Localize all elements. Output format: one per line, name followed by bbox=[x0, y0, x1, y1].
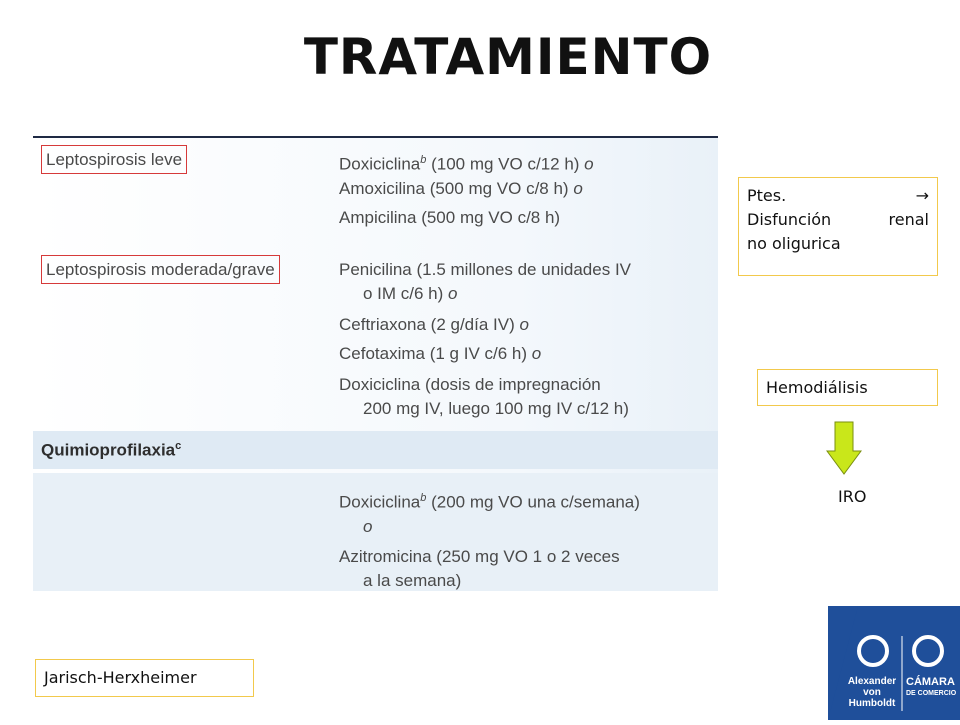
drug-dose: a la semana) bbox=[363, 570, 462, 590]
or-connector: o bbox=[519, 315, 529, 334]
note-ptes-line3: no oligurica bbox=[747, 234, 841, 253]
row2-drugs bbox=[339, 258, 631, 421]
logo-right-text bbox=[906, 676, 960, 700]
drug-doxiciclina: Doxiciclina bbox=[339, 154, 421, 174]
drug-ceftriaxona: Ceftriaxona (2 g/día IV) bbox=[339, 315, 520, 334]
logo-left-line2: von Humboldt bbox=[848, 687, 896, 709]
logo-left-text bbox=[844, 676, 900, 709]
iro-label: IRO bbox=[838, 487, 867, 506]
note-ptes-line1: Ptes. bbox=[747, 186, 787, 205]
drug-azitromicina: Azitromicina (250 mg VO 1 o 2 veces bbox=[339, 546, 620, 566]
drug-dose: o IM c/6 h) bbox=[363, 284, 449, 303]
row1-drugs bbox=[339, 148, 594, 230]
highlight-box-moderada: Leptospirosis moderada/grave bbox=[41, 255, 280, 284]
drug-penicilina: Penicilina (1.5 millones de unidades IV bbox=[339, 260, 632, 279]
drug-amoxicilina: Amoxicilina (500 mg VO c/8 h) bbox=[339, 179, 574, 198]
drug-cefotaxima: Cefotaxima (1 g IV c/6 h) bbox=[339, 344, 532, 363]
treatment-table bbox=[33, 136, 718, 591]
note-hemodialisis: Hemodiálisis bbox=[757, 369, 938, 406]
row3-drugs bbox=[339, 486, 640, 593]
or-connector: o bbox=[573, 179, 583, 198]
drug-ampicilina: Ampicilina (500 mg VO c/8 h) bbox=[339, 208, 561, 227]
note-jarisch: Jarisch-Herxheimer bbox=[35, 659, 254, 697]
logo-left-line1: Alexander bbox=[847, 676, 897, 687]
drug-dose: 200 mg IV, luego 100 mg IV c/12 h) bbox=[363, 399, 629, 418]
or-connector: o bbox=[448, 284, 458, 303]
footnote-b: b bbox=[420, 154, 427, 166]
drug-dose: (200 mg VO una c/semana) bbox=[426, 492, 640, 512]
down-arrow-icon bbox=[826, 421, 862, 476]
highlight-box-leve: Leptospirosis leve bbox=[41, 145, 187, 174]
footnote-b: b bbox=[420, 492, 427, 504]
band-text: Quimioprofilaxia bbox=[41, 440, 176, 460]
or-connector: o bbox=[531, 344, 542, 363]
slide-title: TRATAMIENTO bbox=[303, 28, 713, 86]
institution-logo bbox=[828, 606, 960, 720]
drug-doxiciclina-weekly: Doxiciclina bbox=[339, 492, 421, 512]
drug-dose: (100 mg VO c/12 h) bbox=[426, 154, 585, 174]
row-label-leve bbox=[41, 150, 187, 170]
or-connector: o bbox=[363, 516, 373, 536]
logo-right-line1: CÁMARA bbox=[906, 676, 955, 688]
note-ptes-line2a: Disfunción bbox=[747, 210, 832, 229]
or-connector: o bbox=[584, 154, 594, 174]
drug-doxiciclina-iv: Doxiciclina (dosis de impregnación bbox=[339, 375, 601, 394]
right-arrow-icon: → bbox=[915, 186, 929, 205]
logo-right-line2: DE COMERCIO bbox=[906, 690, 957, 697]
footnote-c: c bbox=[175, 440, 182, 452]
note-ptes-line2b: renal bbox=[888, 210, 929, 229]
note-ptes bbox=[738, 177, 938, 276]
quimioprofilaxia-label bbox=[41, 440, 181, 461]
row-label-moderada bbox=[41, 260, 280, 280]
